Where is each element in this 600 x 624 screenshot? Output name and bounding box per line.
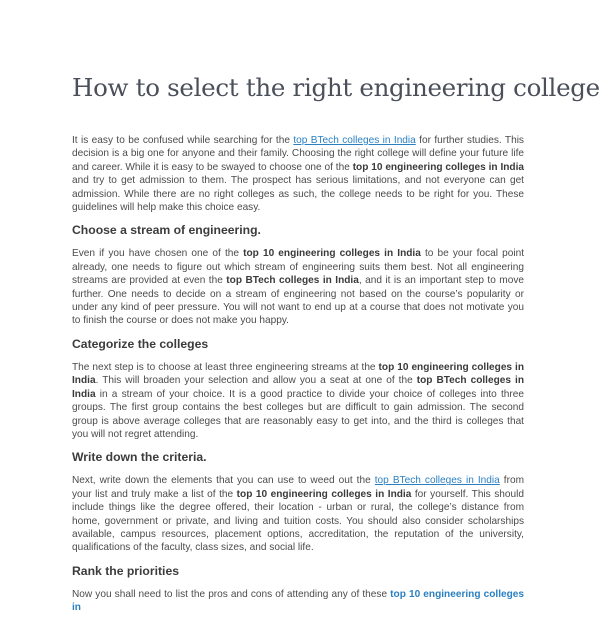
text: from your list and truly make a list of the <box>72 475 524 500</box>
btech-colleges-link[interactable]: top BTech colleges in India <box>293 135 416 146</box>
section-paragraph-categorize <box>72 361 524 441</box>
document-page <box>64 72 600 624</box>
section-heading-criteria: Write down the criteria. <box>72 450 207 465</box>
section-paragraph-criteria <box>72 474 524 554</box>
section-heading-categorize: Categorize the colleges <box>72 336 209 351</box>
bold-keyword: top 10 engineering colleges in India <box>352 161 525 173</box>
section-paragraph-stream <box>72 247 524 327</box>
text: in a stream of your choice. It is a good practice to divide your choice of colleges into three groups. The first group contains the best colleges but are difficult to gain admission. The second group is above average colleges that are reasonably easy to get into, and the third is colleges that you will not regret attending. <box>72 388 524 440</box>
btech-colleges-link[interactable]: top BTech colleges in India <box>374 475 500 487</box>
text: . This will broaden your selection and allow you a seat at one of the <box>95 375 417 387</box>
text: It is easy to be confused while searching for the <box>72 135 294 146</box>
engineering-colleges-link[interactable]: top 10 engineering colleges in <box>72 588 525 614</box>
text: and try to get admission to them. The prospect has serious limitations, and not everyone can get admission. While there are no right colleges as such, the college needs to be right for you. These guidelines will help make this choice easy. <box>72 175 524 214</box>
bold-keyword: top 10 engineering colleges in India <box>236 488 412 500</box>
text: for yourself. This should include things like the degree offered, their location - urban or rural, the college’s distance from home, government or private, and living and tuition costs. You should also consider scholarships available, campus resources, placement options, accreditation, the reputation of the university, qualifications of the faculty, class sizes, and social life. <box>72 488 524 554</box>
bold-keyword: top BTech colleges in India <box>226 275 359 287</box>
bold-keyword: top BTech colleges in India <box>72 375 524 400</box>
text: , and it is an important step to move further. One needs to decide on a stream of engineering not based on the course’s popularity or under any kind of peer pressure. You will not want to end up at a course that does not motivate you to finish the course or does not make you happy. <box>72 275 524 327</box>
text: Even if you have chosen one of the <box>72 248 244 260</box>
section-heading-rank: Rank the priorities <box>72 563 180 578</box>
section-paragraph-rank <box>72 588 524 615</box>
text: Now you shall need to list the pros and cons of attending any of these <box>72 588 391 600</box>
document-body <box>64 134 532 615</box>
text: Next, write down the elements that you can use to weed out the <box>72 475 375 487</box>
page-title: How to select the right engineering college <box>72 73 600 102</box>
text: The next step is to choose at least three engineering streams at the <box>72 361 379 373</box>
bold-keyword: top 10 engineering colleges in India <box>243 248 421 260</box>
intro-paragraph <box>72 134 524 214</box>
text: for further studies. This decision is a big one for anyone and their family. Choosing the right college will define your future life and career. While it is easy to be swayed to choose one of the <box>72 135 524 173</box>
bold-keyword: top 10 engineering colleges in India <box>72 361 525 387</box>
text: to be your focal point already, one needs to figure out which stream of engineering suits them best. Not all engineering streams are provided at even the <box>72 248 524 287</box>
section-heading-stream: Choose a stream of engineering. <box>72 223 261 238</box>
